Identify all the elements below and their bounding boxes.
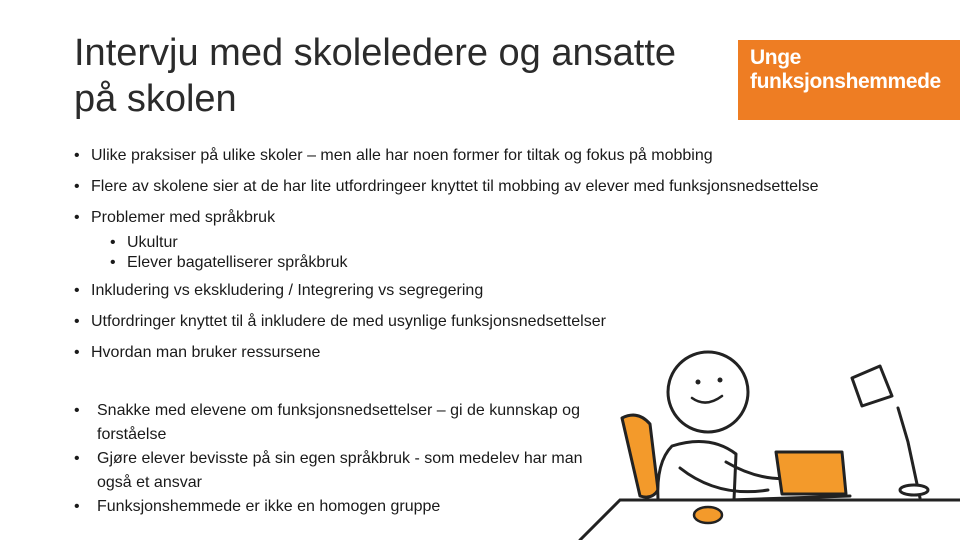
head bbox=[668, 352, 748, 432]
person-at-laptop-illustration bbox=[560, 350, 960, 540]
slide-title bbox=[74, 30, 714, 122]
bullet-item: • Funksjonshemmede er ikke en homogen gruppe bbox=[74, 495, 594, 519]
bullet-item: • Ulike praksiser på ulike skoler – men alle har noen former for tiltak og fokus på mobbing bbox=[74, 147, 713, 164]
bullet-item: • Utfordringer knyttet til å inkludere de med usynlige funksjonsnedsettelser bbox=[74, 313, 606, 330]
body bbox=[658, 442, 736, 501]
bullet-item: • Snakke med elevene om funksjonsnedsettelser – gi de kunnskap og forståelse bbox=[74, 399, 594, 447]
bullet-item: • Hvordan man bruker ressursene bbox=[74, 344, 321, 361]
bullet-icon: • bbox=[74, 313, 80, 330]
bullet-list-2 bbox=[74, 399, 594, 519]
unge-funksjonshemmede-logo bbox=[738, 40, 960, 120]
lamp-base bbox=[900, 485, 928, 495]
bullet-icon: • bbox=[110, 234, 116, 251]
bullet-icon: • bbox=[74, 209, 80, 226]
bullet-list bbox=[74, 146, 954, 374]
mouse bbox=[694, 507, 722, 523]
title-line-1: Intervju med skoleledere og ansatte bbox=[74, 32, 677, 74]
bullet-item: • Inkludering vs ekskludering / Integrering vs segregering bbox=[74, 282, 484, 299]
title-line-2: på skolen bbox=[74, 78, 237, 120]
eye-left bbox=[696, 380, 701, 385]
bullet-icon: • bbox=[74, 282, 80, 299]
bullet-icon: • bbox=[74, 178, 80, 195]
logo-line-2: funksjonshemmede bbox=[750, 70, 941, 93]
bullet-icon: • bbox=[74, 450, 80, 467]
sub-bullet-item: • Ukultur bbox=[110, 234, 178, 251]
desk-outline bbox=[580, 500, 960, 540]
logo-line-1: Unge bbox=[750, 46, 801, 69]
bullet-item: • Gjøre elever bevisste på sin egen språkbruk - som medelev har man også et ansvar bbox=[74, 447, 594, 495]
sub-bullet-item: • Elever bagatelliserer språkbruk bbox=[110, 254, 348, 271]
bullet-icon: • bbox=[74, 344, 80, 361]
bullet-item: • Problemer med språkbruk bbox=[74, 209, 276, 226]
laptop bbox=[776, 452, 846, 494]
chair bbox=[622, 415, 658, 497]
bullet-icon: • bbox=[110, 254, 116, 271]
bullet-item: • Flere av skolene sier at de har lite utfordringeer knyttet til mobbing av elever med funksjonsnedsettelse bbox=[74, 178, 819, 195]
bullet-icon: • bbox=[74, 147, 80, 164]
bullet-icon: • bbox=[74, 402, 80, 419]
lamp-shade bbox=[852, 366, 892, 406]
bullet-icon: • bbox=[74, 498, 80, 515]
eye-right bbox=[718, 378, 723, 383]
